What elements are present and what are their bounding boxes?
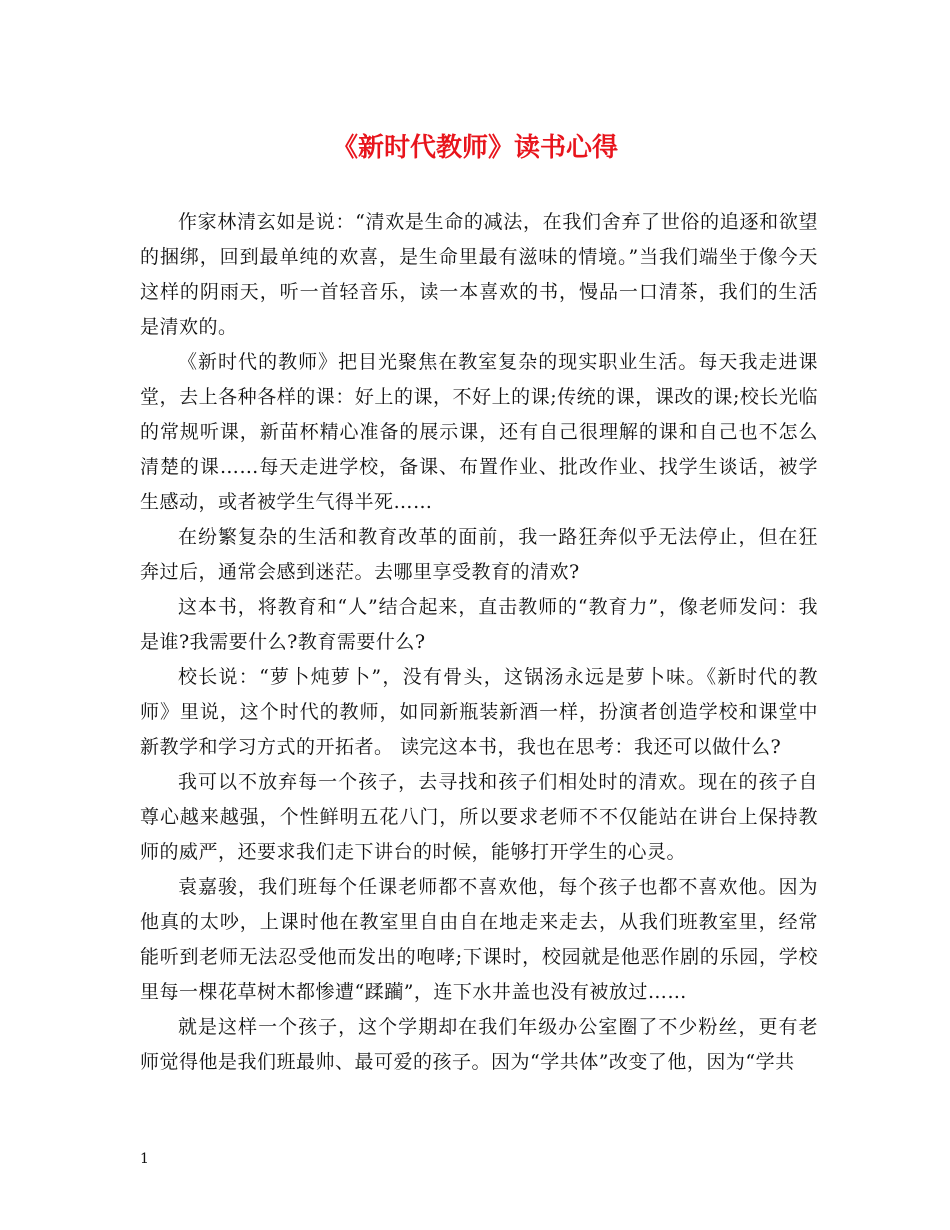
paragraph-7: 袁嘉骏，我们班每个任课老师都不喜欢他，每个孩子也都不喜欢他。因为他真的太吵，上课时他在教室里自由自在地走来走去，从我们班教室里，经常能听到老师无法忍受他而发出的咆哮;下课时，校园就是他恶作剧的乐园，学校里每一棵花草树木都惨遭“蹂躏”，连下水井盖也没有被放过……: [140, 876, 818, 1003]
paragraph-1: 作家林清玄如是说：“清欢是生命的减法，在我们舍弃了世俗的追逐和欲望的捆绑，回到最单纯的欢喜，是生命里最有滋味的情境。”当我们端坐于像今天这样的阴雨天，听一首轻音乐，读一本喜欢的书，慢品一口清茶，我们的生活是清欢的。: [140, 211, 818, 338]
paragraph-4: 这本书，将教育和“人”结合起来，直击教师的“教育力”，像老师发问：我是谁?我需要什么?教育需要什么?: [140, 596, 818, 653]
paragraph-3: 在纷繁复杂的生活和教育改革的面前，我一路狂奔似乎无法停止，但在狂奔过后，通常会感到迷茫。去哪里享受教育的清欢?: [140, 526, 818, 583]
page-number: 1: [140, 1151, 149, 1167]
document-title: 《新时代教师》读书心得: [331, 133, 618, 163]
paragraph-5: 校长说：“萝卜炖萝卜”，没有骨头，这锅汤永远是萝卜味。《新时代的教师》里说，这个时代的教师，如同新瓶装新酒一样，扮演者创造学校和课堂中新教学和学习方式的开拓者。 读完这本书，我也在思考：我还可以做什么?: [140, 666, 818, 758]
paragraph-8: 就是这样一个孩子，这个学期却在我们年级办公室圈了不少粉丝，更有老师觉得他是我们班最帅、最可爱的孩子。因为“学共体”改变了他，因为“学共: [140, 1016, 818, 1073]
document-body: [140, 205, 818, 1080]
paragraph-2: 《新时代的教师》把目光聚焦在教室复杂的现实职业生活。每天我走进课堂，去上各种各样的课：好上的课，不好上的课;传统的课，课改的课;校长光临的常规听课，新苗杯精心准备的展示课，还有自己很理解的课和自己也不怎么清楚的课……每天走进学校，备课、布置作业、批改作业、找学生谈话，被学生感动，或者被学生气得半死……: [140, 351, 818, 513]
paragraph-6: 我可以不放弃每一个孩子，去寻找和孩子们相处时的清欢。现在的孩子自尊心越来越强，个性鲜明五花八门，所以要求老师不不仅能站在讲台上保持教师的威严，还要求我们走下讲台的时候，能够打开学生的心灵。: [140, 771, 818, 863]
